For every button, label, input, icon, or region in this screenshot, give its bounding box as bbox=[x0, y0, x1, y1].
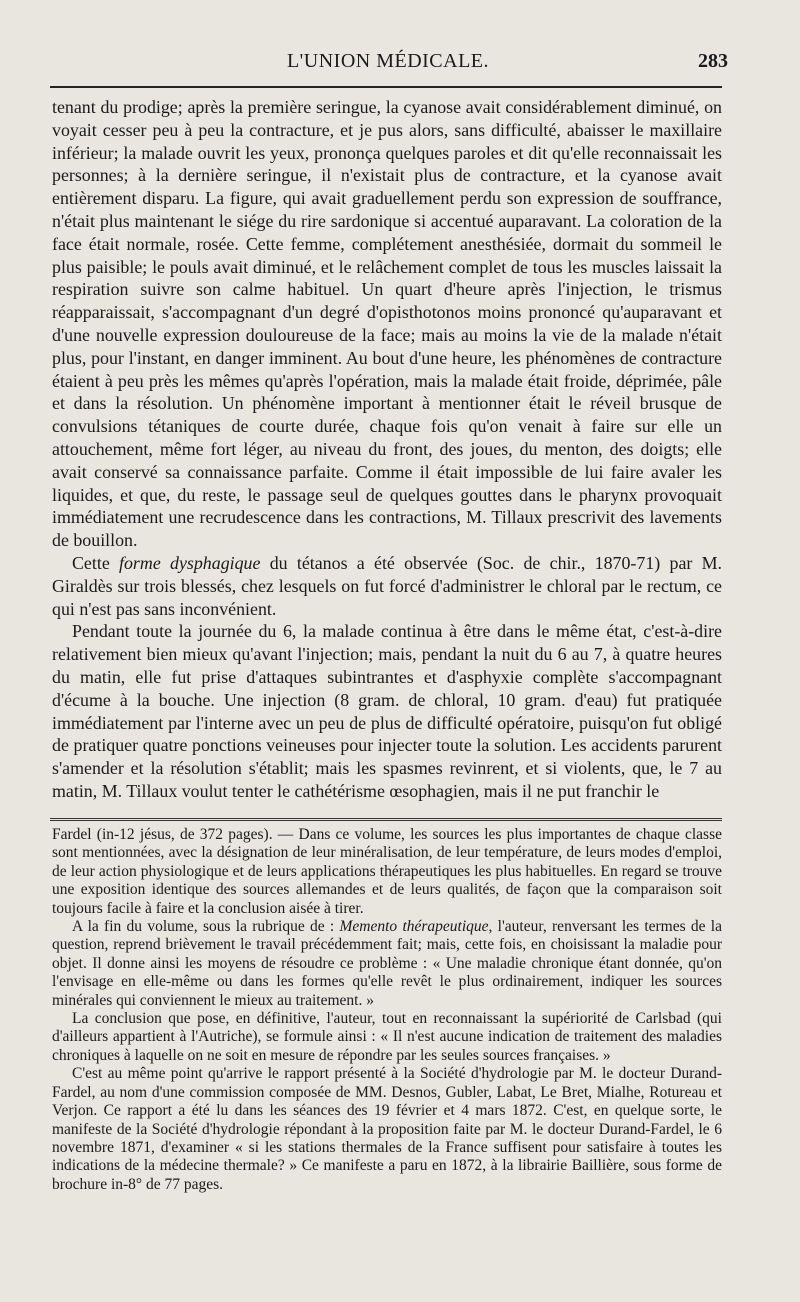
footnote-paragraph: C'est au même point qu'arrive le rapport présenté à la Société d'hydrologie par M. le docteur Durand-Fardel, au nom d'une commission composée de MM. Desnos, Gubler, Labat, Le Bret, Mialhe, Rotureau et Verjon. Ce rapport a été lu dans les séances des 19 février et 4 mars 1872. C'est, en quelque sorte, le manifeste de la Société d'hydrologie répondant à la proposition faite par M. le docteur Durand-Fardel, le 6 novembre 1871, d'examiner « si les stations thermales de la France suffisent pour satisfaire à toutes les indications de la médecine thermale? » Ce manifeste a paru en 1872, à la librairie Baillière, sous forme de brochure in-8° de 77 pages. bbox=[52, 1065, 722, 1193]
header-rule bbox=[50, 86, 722, 88]
paragraph: Pendant toute la journée du 6, la malade continua à être dans le même état, c'est-à-dire relativement bien mieux qu'avant l'injection; mais, pendant la nuit du 6 au 7, à quatre heures du matin, elle fut prise d'attaques subintrantes et d'asphyxie complète s'accompagnant d'écume à la bouche. Une injection (8 gram. de chloral, 10 gram. d'eau) fut pratiquée immédiatement par l'interne avec un peu de plus de difficulté opératoire, puisqu'on fut obligé de pratiquer quatre ponctions veineuses pour injecter toute la solution. Les accidents parurent s'amender et la résolution s'établit; mais les spasmes revinrent, et si violents, que, le 7 au matin, M. Tillaux voulut tenter le cathétérisme œsophagien, mais il ne put franchir le bbox=[52, 621, 722, 801]
footnote-paragraph bbox=[52, 918, 722, 1010]
italic-term: Memento thérapeutique bbox=[339, 918, 489, 936]
text-run: A la fin du volume, sous la rubrique de : bbox=[72, 918, 340, 936]
footnote bbox=[52, 826, 722, 1194]
text-run: , l'auteur, renversant les termes de la question, reprend brièvement le travail précédemment fait; mais, cette fois, en choisissant la maladie pour objet. Il donne ainsi les moyens de résoudre ce problème : « Une maladie chronique étant donnée, qu'on l'envisage en elle-même ou dans les formes qu'elle revêt le plus ordinairement, indiquer les sources minérales qui conviennent le mieux au traitement. » bbox=[52, 918, 722, 1009]
text-run: du tétanos a été observée (Soc. de chir., 1870-71) par M. Giraldès sur trois blessés, chez lesquels on fut forcé d'administrer le chloral par le rectum, ce qui n'est pas sans inconvénient. bbox=[52, 552, 722, 619]
footnote-paragraph: La conclusion que pose, en définitive, l'auteur, tout en reconnaissant la supériorité de Carlsbad (qui d'ailleurs appartient à l'Autriche), se formule ainsi : « Il n'est aucune indication de traitement des maladies chroniques à laquelle on ne soit en mesure de répondre par les seules sources françaises. » bbox=[52, 1010, 722, 1064]
page-number: 283 bbox=[698, 50, 728, 72]
footnote-separator bbox=[50, 818, 722, 821]
paragraph: tenant du prodige; après la première seringue, la cyanose avait considérablement diminué, on voyait cesser peu à peu la contracture, et je pus alors, sans difficulté, abaisser le maxillaire inférieur; la malade ouvrit les yeux, prononça quelques paroles et dit qu'elle reconnaissait les personnes; à la dernière seringue, il n'existait plus de contracture, et la cyanose avait entièrement disparu. La figure, qui avait graduellement perdu son expression de souffrance, n'était plus maintenant le siége du rire sardonique si accentué auparavant. La coloration de la face était normale, rosée. Cette femme, complétement anesthésiée, dormait du sommeil le plus paisible; le pouls avait diminué, et le relâchement complet de tous les muscles laissait la respiration suivre son calme habituel. Un quart d'heure après l'injection, le trismus réapparaissait, s'accompagnant d'un degré d'opisthotonos moins prononcé qu'auparavant et d'une nouvelle expression douloureuse de la face; mais au moins la vie de la malade n'était plus, pour l'instant, en danger imminent. Au bout d'une heure, les phénomènes de contracture étaient à peu près les mêmes qu'après l'opération, mais la malade était froide, déprimée, pâle et dans la résolution. Un phénomène important à mentionner était le réveil brusque de convulsions tétaniques de courte durée, chaque fois qu'on venait à faire sur elle un attouchement, même fort léger, au niveau du front, des joues, du menton, des doigts; elle avait conservé sa connaissance parfaite. Comme il était impossible de lui faire avaler les liquides, et que, du reste, le passage seul de quelques gouttes dans le pharynx provoquait immédiatement une recrudescence dans les contractions, M. Tillaux prescrivit des lavements de bouillon. bbox=[52, 97, 722, 551]
paragraph bbox=[52, 552, 722, 620]
footnote-paragraph: Fardel (in-12 jésus, de 372 pages). — Dans ce volume, les sources les plus importantes de chaque classe sont mentionnées, avec la désignation de leur minéralisation, de leur température, de leurs modes d'emploi, de leur action physiologique et de leurs applications thérapeutiques les plus habituelles. En regard se trouve une exposition identique des sources allemandes et de leurs qualités, de façon que la comparaison soit toujours facile à faire et la conclusion aisée à tirer. bbox=[52, 826, 722, 917]
running-title: L'UNION MÉDICALE. bbox=[286, 50, 490, 72]
text-run: Cette bbox=[72, 552, 120, 573]
italic-term: forme dysphagique bbox=[119, 552, 261, 573]
main-text bbox=[52, 96, 722, 803]
page-header bbox=[48, 50, 728, 80]
